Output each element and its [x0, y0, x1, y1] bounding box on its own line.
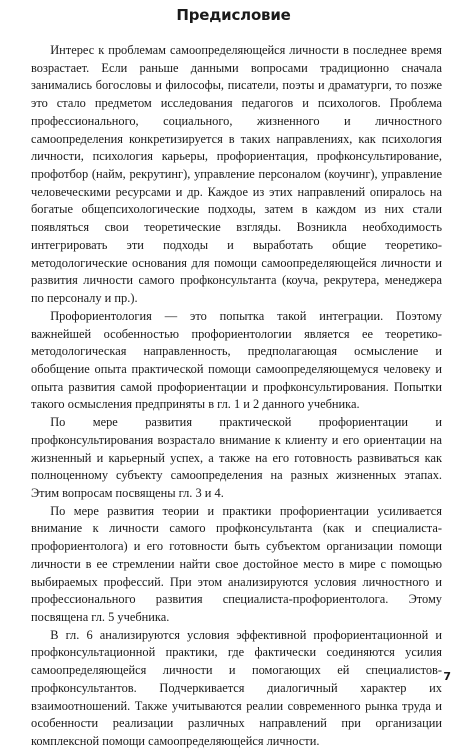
- body-text: [31, 42, 442, 751]
- paragraph-4: По мере развития теории и практики профориентации усиливается внимание к личности самого профконсультанта (как и специалиста-профориентолога) и его готовности быть субъектом организации помощи личности в ее стремлении найти свое достойное место в мире с помощью выбираемых профессий. При этом анализируются условия личностного и профессионального развития специалиста-профориентолога. Этому посвящена гл. 5 учебника.: [31, 503, 442, 624]
- paragraph-5: В гл. 6 анализируются условия эффективной профориентационной и профконсультационной практики, где фактически соединяются усилия самоопределяющейся личности и помогающих ей специалистов-профконсультантов. Подчеркивается диалогичный характер их взаимоотношений. Также учитываются реалии современного рынка труда и особенности реализации различных направлений при организации комплексной помощи самоопределяющейся личности.: [31, 627, 442, 749]
- page-title: Предисловие: [176, 6, 291, 24]
- paragraph-1: Интерес к проблемам самоопределяющейся личности в последнее время возрастает. Если раньше данными вопросами традиционно сначала занимались богословы и философы, писатели, поэты и драматурги, то позже это стало предметом исследования педагогов и психологов. Проблема профессионального, социального, жизненного и личностного самоопределения конкретизируется в таких направлениях, как психология личности, психология карьеры, профориентация, профконсультирование, профотбор (найм, рекрутинг), управление персоналом (коучинг), управление человеческими ресурсами и др. Каждое из этих направлений опиралось на богатые общепсихологические подходы, затем в каждом из них стали появляться свои теоретические взгляды. Возникла необходимость интегрировать эти подходы и выработать общие теоретико-методологические основания для помощи самоопределяющейся личности и развития личности самого профконсультанта (коуча, рекрутера, менеджера по персоналу и пр.).: [31, 43, 442, 306]
- page-number: 7: [443, 670, 451, 683]
- paragraph-2: Профориентология — это попытка такой интеграции. Поэтому важнейшей особенностью профориентологии является ее теоретико-методологическая направленность, предполагающая осмысление и обобщение опыта практической помощи самоопределяющемуся человеку и опыта развития самой профориентации и профконсультирования. Попытки такого осмысления предприняты в гл. 1 и 2 данного учебника.: [31, 308, 442, 412]
- paragraph-3: По мере развития практической профориентации и профконсультирования возрастало внимание к клиенту и его ориентации на жизненный и карьерный успех, а также на его готовность развиваться как полноценному субъекту самоопределения на разных жизненных этапах. Этим вопросам посвящены гл. 3 и 4.: [31, 415, 442, 500]
